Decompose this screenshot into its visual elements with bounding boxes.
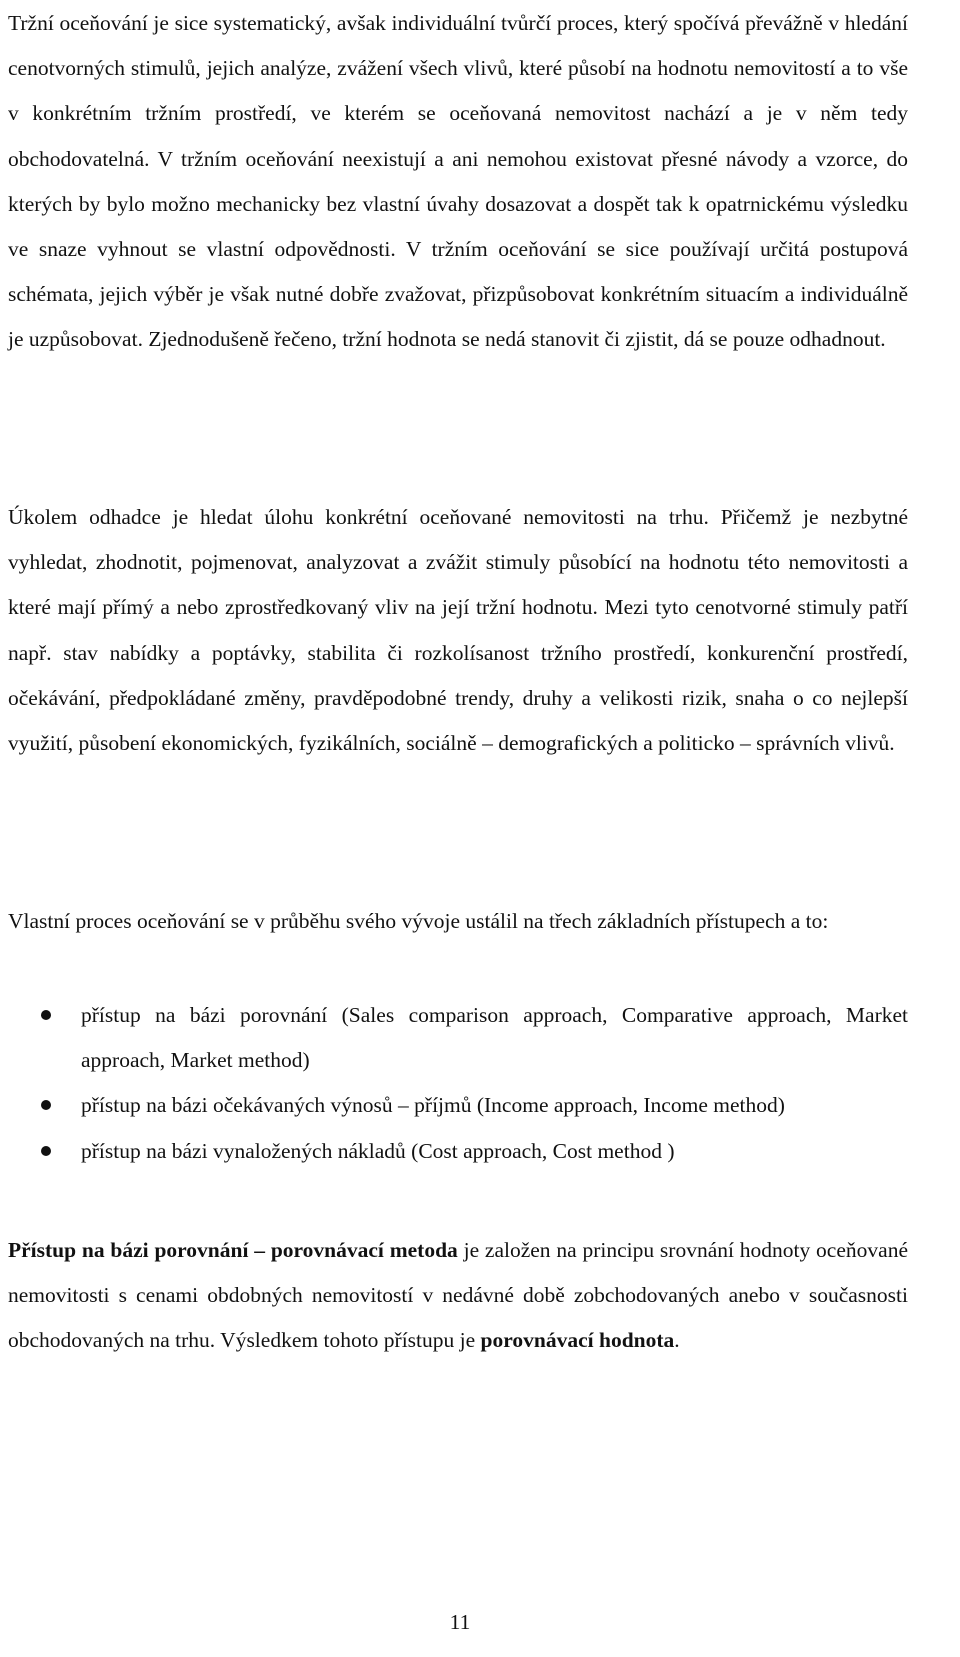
paragraph-valuation-approaches-intro: Vlastní proces oceňování se v průběhu svého vývoje ustálil na třech základních přístupech a to: bbox=[8, 909, 829, 933]
bullet-icon bbox=[41, 1146, 51, 1156]
paragraph-comparison-method bbox=[8, 1228, 908, 1364]
page-number: 11 bbox=[449, 1610, 471, 1634]
comparison-method-text: je založen na principu srovnání hodnoty oceňované nemovitosti s cenami obdobných nemovitostí v nedávné době zobchodovaných anebo v současnosti obchodovaných na trhu. Výsledkem tohoto přístupu je bbox=[8, 1238, 908, 1353]
bullet-icon bbox=[41, 1010, 51, 1020]
paragraph-appraiser-task: Úkolem odhadce je hledat úlohu konkrétní oceňované nemovitosti na trhu. Přičemž je nezbytné vyhledat, zhodnotit, pojmenovat, analyzovat a zvážit stimuly působící na hodnotu této nemovitosti a které mají přímý a nebo zprostředkovaný vliv na její tržní hodnotu. Mezi tyto cenotvorné stimuly patří např. stav nabídky a poptávky, stabilita či rozkolísanost tržního prostředí, konkurenční prostředí, očekávání, předpokládané změny, pravděpodobné trendy, druhy a velikosti rizik, snaha o co nejlepší využití, působení ekonomických, fyzikálních, sociálně – demografických a politicko – správních vlivů. bbox=[8, 505, 908, 756]
approaches-list bbox=[8, 993, 908, 1174]
list-item-text: přístup na bázi očekávaných výnosů – příjmů (Income approach, Income method) bbox=[81, 1093, 785, 1118]
list-item bbox=[8, 1083, 908, 1128]
list-item-text: přístup na bázi vynaložených nákladů (Cost approach, Cost method ) bbox=[81, 1138, 675, 1163]
paragraph-market-valuation: Tržní oceňování je sice systematický, avšak individuální tvůrčí proces, který spočívá převážně v hledání cenotvorných stimulů, jejich analýze, zvážení všech vlivů, které působí na hodnotu nemovitostí a to vše v konkrétním tržním prostředí, ve kterém se oceňovaná nemovitost nachází a je v něm tedy obchodovatelná. V tržním oceňování neexistují a ani nemohou existovat přesné návody a vzorce, do kterých by bylo možno mechanicky bez vlastní úvahy dosazovat a dospět tak k opatrnickému výsledku ve snaze vyhnout se vlastní odpovědnosti. V tržním oceňování se sice používají určitá postupová schémata, jejich výběr je však nutné dobře zvažovat, přizpůsobovat konkrétním situacím a individuálně je uzpůsobovat. Zjednodušeně řečeno, tržní hodnota se nedá stanovit či zjistit, dá se pouze odhadnout. bbox=[8, 11, 908, 352]
bold-term-comparative-value: porovnávací hodnota bbox=[480, 1328, 675, 1353]
document-page bbox=[8, 0, 908, 1657]
list-item bbox=[8, 993, 908, 1083]
bullet-icon bbox=[41, 1100, 51, 1110]
sentence-end: . bbox=[674, 1328, 680, 1353]
bold-heading-comparison-approach: Přístup na bázi porovnání – porovnávací metoda bbox=[8, 1238, 458, 1262]
list-item-text: přístup na bázi porovnání (Sales comparison approach, Comparative approach, Market approach, Market method) bbox=[81, 1003, 908, 1073]
list-item bbox=[8, 1129, 908, 1174]
